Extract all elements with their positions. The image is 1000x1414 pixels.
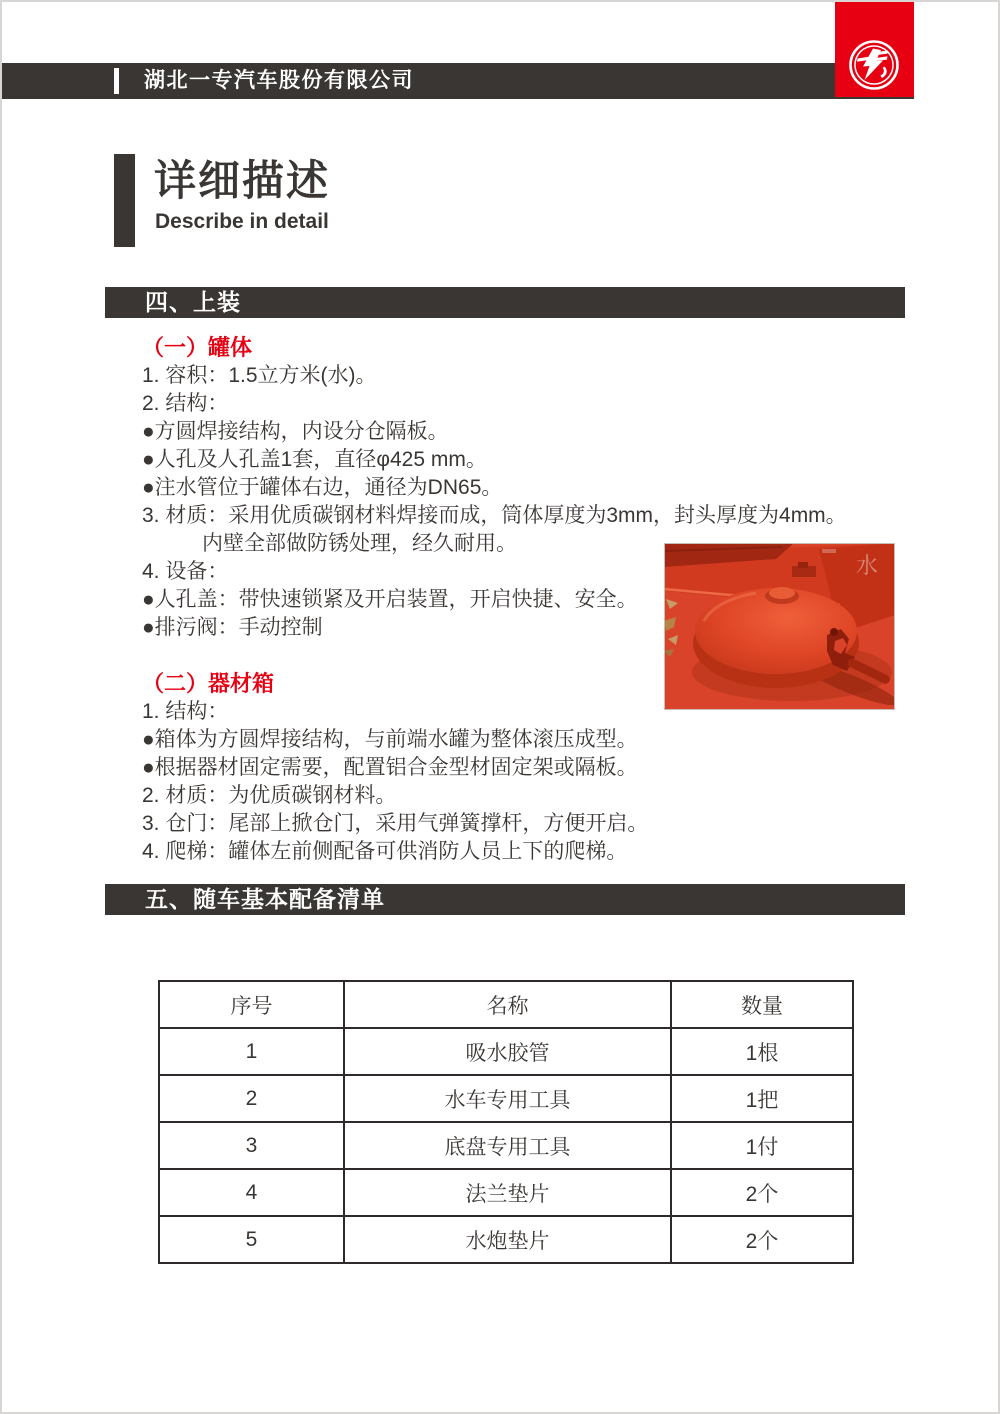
spec-line: ●根据器材固定需要，配置铝合金型材固定架或隔板。	[142, 756, 638, 779]
cell-qty: 2个	[671, 1169, 853, 1216]
header-tick-mark	[114, 68, 119, 94]
spec-line: ●箱体为方圆焊接结构，与前端水罐为整体滚压成型。	[142, 728, 638, 751]
cell-index: 1	[159, 1028, 344, 1075]
cell-name: 水炮垫片	[344, 1216, 671, 1263]
title-accent-bar	[114, 154, 135, 247]
cell-qty: 2个	[671, 1216, 853, 1263]
spec-line: 4. 爬梯：罐体左前侧配备可供消防人员上下的爬梯。	[142, 840, 628, 863]
part-two-lines	[142, 698, 887, 866]
section-four-header	[105, 287, 905, 318]
spec-line: 4. 设备：	[142, 560, 229, 583]
spec-line: ●注水管位于罐体右边，通径为DN65。	[142, 476, 503, 499]
spec-line: 2. 材质：为优质碳钢材料。	[142, 784, 397, 807]
cell-qty: 1根	[671, 1028, 853, 1075]
cell-index: 5	[159, 1216, 344, 1263]
cell-name: 底盘专用工具	[344, 1122, 671, 1169]
section-four-title: 四、上装	[145, 289, 241, 315]
header-bar	[2, 63, 914, 99]
cell-name: 吸水胶管	[344, 1028, 671, 1075]
spec-line: 3. 材质：采用优质碳钢材料焊接而成，筒体厚度为3mm，封头厚度为4mm。	[142, 504, 847, 527]
table-row	[159, 1028, 853, 1075]
section-five-title: 五、随车基本配备清单	[145, 886, 385, 912]
table-row	[159, 1122, 853, 1169]
cell-qty: 1把	[671, 1075, 853, 1122]
photo-watermark-text: 水	[856, 553, 879, 578]
header-cell-name: 名称	[344, 981, 671, 1028]
cell-index: 4	[159, 1169, 344, 1216]
table-header-row	[159, 981, 853, 1028]
table-row	[159, 1216, 853, 1263]
company-name: 湖北一专汽车股份有限公司	[144, 69, 414, 92]
cell-index: 3	[159, 1122, 344, 1169]
cell-index: 2	[159, 1075, 344, 1122]
spec-line: 内壁全部做防锈处理，经久耐用。	[202, 532, 517, 555]
table-row	[159, 1075, 853, 1122]
spec-line: 1. 容积：1.5立方米(水)。	[142, 364, 377, 387]
section-five-header	[105, 884, 905, 915]
spec-line: 3. 仓门：尾部上掀仓门，采用气弹簧撑杆，方便开启。	[142, 812, 649, 835]
brand-logo	[835, 2, 914, 97]
table-row	[159, 1169, 853, 1216]
equipment-table	[158, 980, 854, 1264]
spec-line: 2. 结构：	[142, 392, 229, 415]
header-cell-index: 序号	[159, 981, 344, 1028]
part-two-heading: （二）器材箱	[142, 671, 275, 696]
table-body	[159, 1028, 853, 1263]
manhole-photo-illustration	[664, 543, 895, 710]
spec-line: ●人孔盖：带快速锁紧及开启装置，开启快捷、安全。	[142, 588, 638, 611]
header-cell-qty: 数量	[671, 981, 853, 1028]
cell-name: 法兰垫片	[344, 1169, 671, 1216]
spec-line: ●人孔及人孔盖1套，直径φ425 mm。	[142, 448, 487, 471]
page-subtitle: Describe in detail	[155, 210, 329, 233]
tank-manhole-photo	[664, 543, 895, 710]
part-one-heading: （一）罐体	[142, 335, 253, 360]
spec-line: ●排污阀：手动控制	[142, 616, 323, 639]
spec-line: 1. 结构：	[142, 700, 229, 723]
cell-name: 水车专用工具	[344, 1075, 671, 1122]
spec-line: ●方圆焊接结构，内设分仓隔板。	[142, 420, 449, 443]
page-title: 详细描述	[154, 157, 331, 204]
brand-logo-icon	[848, 39, 900, 91]
cell-qty: 1付	[671, 1122, 853, 1169]
